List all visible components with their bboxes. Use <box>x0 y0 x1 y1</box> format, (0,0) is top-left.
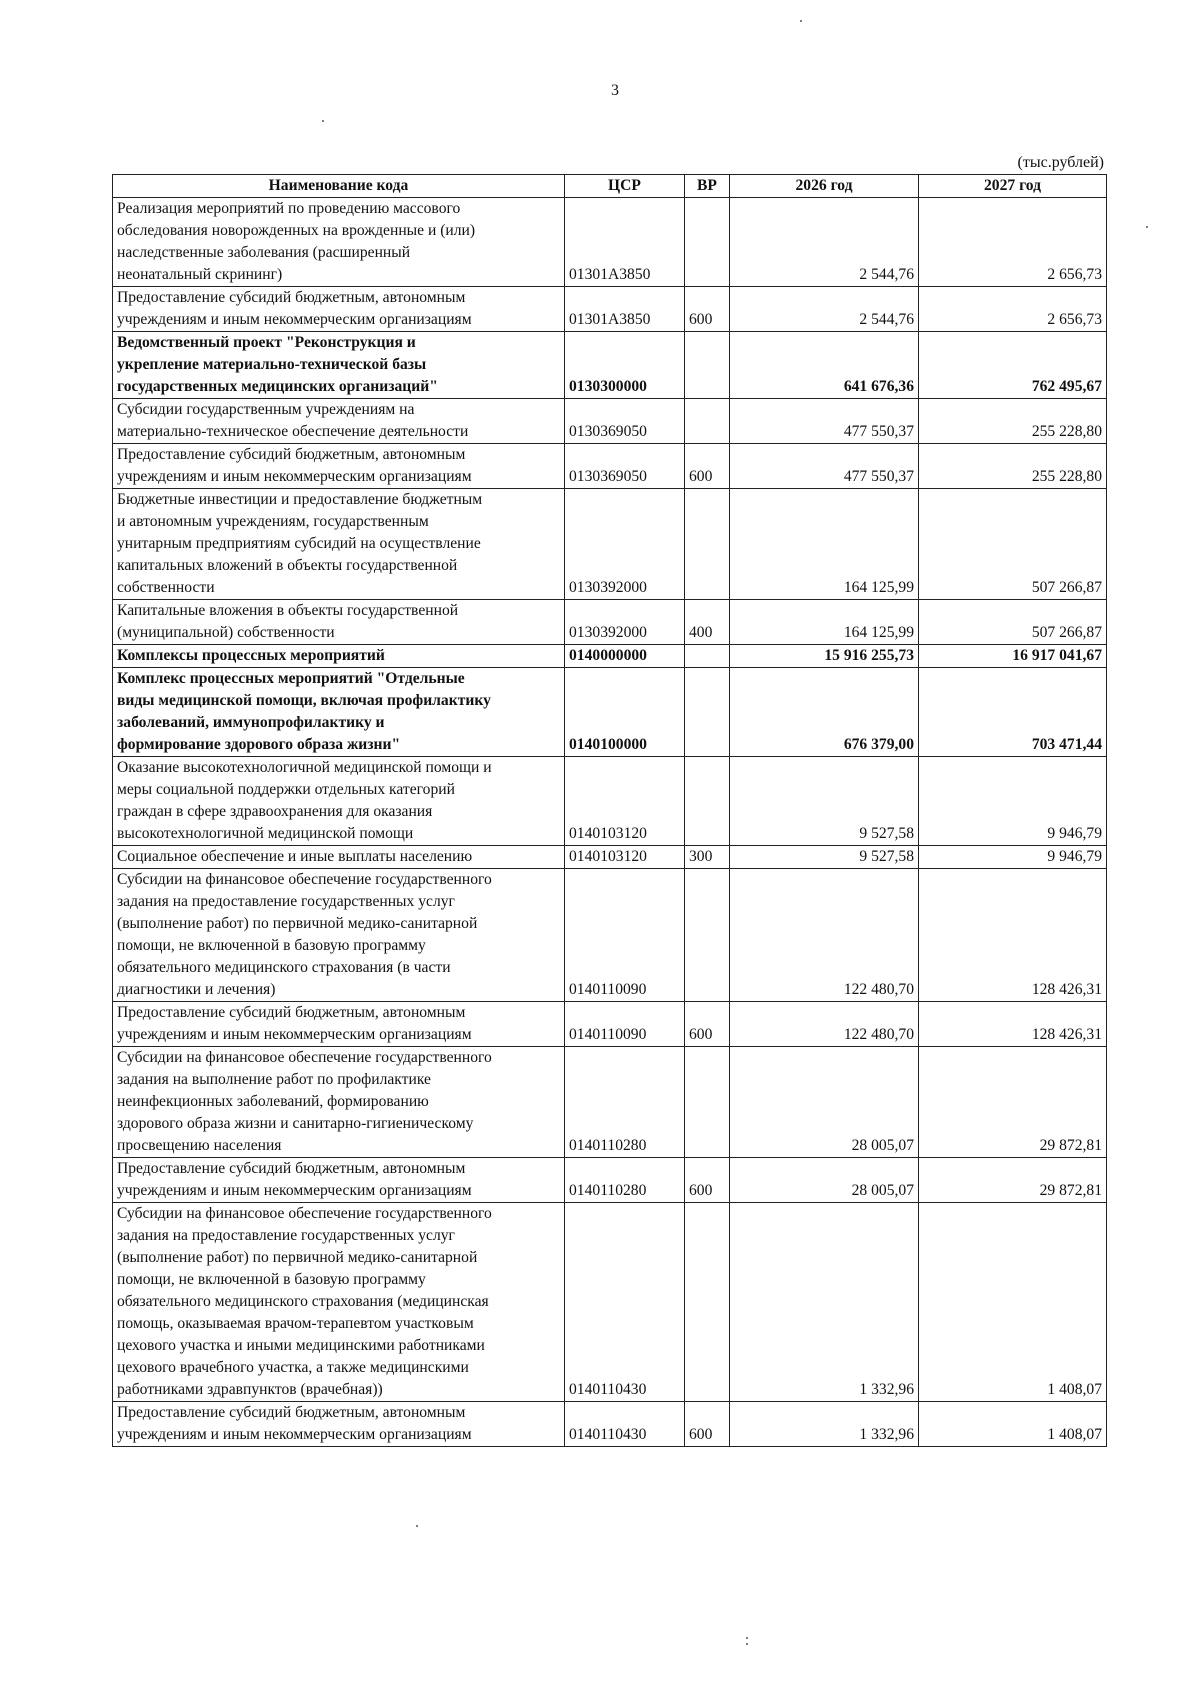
cell-vr <box>685 1047 730 1158</box>
cell-name: Предоставление субсидий бюджетным, автономным учреждениям и иным некоммерческим организациям <box>113 1002 565 1047</box>
table-row <box>113 846 1107 869</box>
cell-name: Комплекс процессных мероприятий "Отдельные виды медицинской помощи, включая профилактику заболеваний, иммунопрофилактику и формирование здорового образа жизни" <box>113 668 565 757</box>
cell-csr: 0140103120 <box>565 757 685 846</box>
cell-2027: 16 917 041,67 <box>919 645 1107 668</box>
table-row <box>113 287 1107 332</box>
header-csr: ЦСР <box>565 175 685 198</box>
table-row <box>113 1002 1107 1047</box>
cell-2027: 762 495,67 <box>919 332 1107 399</box>
cell-2027: 507 266,87 <box>919 600 1107 645</box>
cell-2027: 29 872,81 <box>919 1158 1107 1203</box>
cell-vr <box>685 757 730 846</box>
cell-name: Реализация мероприятий по проведению массового обследования новорожденных на врожденные и (или) наследственные заболевания (расширенный неонатальный скрининг) <box>113 198 565 287</box>
table-header-row <box>113 175 1107 198</box>
cell-name: Субсидии на финансовое обеспечение государственного задания на выполнение работ по профилактике неинфекционных заболеваний, формированию здорового образа жизни и санитарно-гигиеническому просвещению населения <box>113 1047 565 1158</box>
cell-2026: 164 125,99 <box>730 600 919 645</box>
cell-csr: 0140100000 <box>565 668 685 757</box>
cell-2027: 507 266,87 <box>919 489 1107 600</box>
page-number: 3 <box>611 82 619 99</box>
cell-name: Социальное обеспечение и иные выплаты населению <box>113 846 565 869</box>
cell-2026: 164 125,99 <box>730 489 919 600</box>
cell-name: Субсидии на финансовое обеспечение государственного задания на предоставление государственных услуг (выполнение работ) по первичной медико-санитарной помощи, не включенной в базовую программу обязательного медицинского страхования (в части диагностики и лечения) <box>113 869 565 1002</box>
scan-speck <box>746 1637 748 1639</box>
cell-vr <box>685 198 730 287</box>
table-row <box>113 1158 1107 1203</box>
cell-name: Субсидии государственным учреждениям на материально-техническое обеспечение деятельности <box>113 399 565 444</box>
cell-2026: 2 544,76 <box>730 287 919 332</box>
table-row <box>113 869 1107 1002</box>
cell-vr <box>685 1203 730 1402</box>
cell-csr: 0130300000 <box>565 332 685 399</box>
cell-csr: 0130392000 <box>565 489 685 600</box>
cell-csr: 0130392000 <box>565 600 685 645</box>
table-row <box>113 444 1107 489</box>
cell-2026: 28 005,07 <box>730 1158 919 1203</box>
cell-2027: 2 656,73 <box>919 198 1107 287</box>
cell-name: Предоставление субсидий бюджетным, автономным учреждениям и иным некоммерческим организациям <box>113 444 565 489</box>
cell-vr: 600 <box>685 1158 730 1203</box>
table-row <box>113 489 1107 600</box>
cell-name: Бюджетные инвестиции и предоставление бюджетным и автономным учреждениям, государственным унитарным предприятиям субсидий на осуществление капитальных вложений в объекты государственной собственности <box>113 489 565 600</box>
cell-2026: 477 550,37 <box>730 444 919 489</box>
cell-name: Оказание высокотехнологичной медицинской помощи и меры социальной поддержки отдельных категорий граждан в сфере здравоохранения для оказания высокотехнологичной медицинской помощи <box>113 757 565 846</box>
table-row <box>113 645 1107 668</box>
cell-2026: 1 332,96 <box>730 1402 919 1447</box>
cell-csr: 0140110090 <box>565 869 685 1002</box>
scan-speck <box>322 120 324 122</box>
cell-2027: 128 426,31 <box>919 1002 1107 1047</box>
cell-csr: 0140110430 <box>565 1203 685 1402</box>
cell-2027: 703 471,44 <box>919 668 1107 757</box>
units-label: (тыс.рублей) <box>1017 154 1104 171</box>
header-name: Наименование кода <box>113 175 565 198</box>
cell-vr: 300 <box>685 846 730 869</box>
header-2026: 2026 год <box>730 175 919 198</box>
header-2027: 2027 год <box>919 175 1107 198</box>
scan-speck <box>1146 226 1148 228</box>
table-body <box>113 198 1107 1447</box>
cell-vr: 400 <box>685 600 730 645</box>
cell-csr: 01301А3850 <box>565 198 685 287</box>
table-row <box>113 668 1107 757</box>
scan-speck <box>800 20 802 22</box>
table-row <box>113 198 1107 287</box>
cell-vr: 600 <box>685 1402 730 1447</box>
cell-csr: 01301А3850 <box>565 287 685 332</box>
cell-vr: 600 <box>685 287 730 332</box>
cell-2027: 128 426,31 <box>919 869 1107 1002</box>
cell-2026: 28 005,07 <box>730 1047 919 1158</box>
cell-vr <box>685 668 730 757</box>
cell-2026: 122 480,70 <box>730 869 919 1002</box>
table-row <box>113 757 1107 846</box>
cell-2027: 255 228,80 <box>919 399 1107 444</box>
cell-2026: 9 527,58 <box>730 846 919 869</box>
cell-name: Предоставление субсидий бюджетным, автономным учреждениям и иным некоммерческим организациям <box>113 287 565 332</box>
cell-2027: 1 408,07 <box>919 1203 1107 1402</box>
cell-2026: 641 676,36 <box>730 332 919 399</box>
cell-vr: 600 <box>685 1002 730 1047</box>
cell-name: Предоставление субсидий бюджетным, автономным учреждениям и иным некоммерческим организациям <box>113 1158 565 1203</box>
cell-vr: 600 <box>685 444 730 489</box>
cell-name: Ведомственный проект "Реконструкция и укрепление материально-технической базы государственных медицинских организаций" <box>113 332 565 399</box>
cell-csr: 0140103120 <box>565 846 685 869</box>
scan-speck <box>416 1525 418 1527</box>
cell-2026: 676 379,00 <box>730 668 919 757</box>
cell-csr: 0140110280 <box>565 1047 685 1158</box>
budget-table <box>112 174 1107 1447</box>
cell-csr: 0130369050 <box>565 444 685 489</box>
cell-2027: 9 946,79 <box>919 757 1107 846</box>
table-row <box>113 1047 1107 1158</box>
cell-name: Комплексы процессных мероприятий <box>113 645 565 668</box>
table-row <box>113 600 1107 645</box>
cell-name: Субсидии на финансовое обеспечение государственного задания на предоставление государственных услуг (выполнение работ) по первичной медико-санитарной помощи, не включенной в базовую программу обязательного медицинского страхования (медицинская помощь, оказываемая врачом-терапевтом участковым цехового участка и иными медицинскими работниками цехового врачебного участка, а также медицинскими работниками здравпунктов (врачебная)) <box>113 1203 565 1402</box>
cell-2027: 1 408,07 <box>919 1402 1107 1447</box>
cell-2027: 255 228,80 <box>919 444 1107 489</box>
cell-csr: 0140110090 <box>565 1002 685 1047</box>
cell-2026: 9 527,58 <box>730 757 919 846</box>
scan-speck <box>746 1643 748 1645</box>
cell-2026: 1 332,96 <box>730 1203 919 1402</box>
header-vr: ВР <box>685 175 730 198</box>
cell-csr: 0140000000 <box>565 645 685 668</box>
cell-vr <box>685 869 730 1002</box>
cell-vr <box>685 399 730 444</box>
cell-2027: 29 872,81 <box>919 1047 1107 1158</box>
cell-vr <box>685 645 730 668</box>
cell-csr: 0130369050 <box>565 399 685 444</box>
cell-2026: 15 916 255,73 <box>730 645 919 668</box>
cell-2026: 122 480,70 <box>730 1002 919 1047</box>
cell-vr <box>685 332 730 399</box>
cell-2027: 9 946,79 <box>919 846 1107 869</box>
cell-2026: 477 550,37 <box>730 399 919 444</box>
cell-name: Капитальные вложения в объекты государственной (муниципальной) собственности <box>113 600 565 645</box>
table-row <box>113 332 1107 399</box>
cell-csr: 0140110430 <box>565 1402 685 1447</box>
cell-csr: 0140110280 <box>565 1158 685 1203</box>
table-row <box>113 1203 1107 1402</box>
cell-vr <box>685 489 730 600</box>
table-row <box>113 399 1107 444</box>
table-row <box>113 1402 1107 1447</box>
cell-name: Предоставление субсидий бюджетным, автономным учреждениям и иным некоммерческим организациям <box>113 1402 565 1447</box>
cell-2027: 2 656,73 <box>919 287 1107 332</box>
cell-2026: 2 544,76 <box>730 198 919 287</box>
